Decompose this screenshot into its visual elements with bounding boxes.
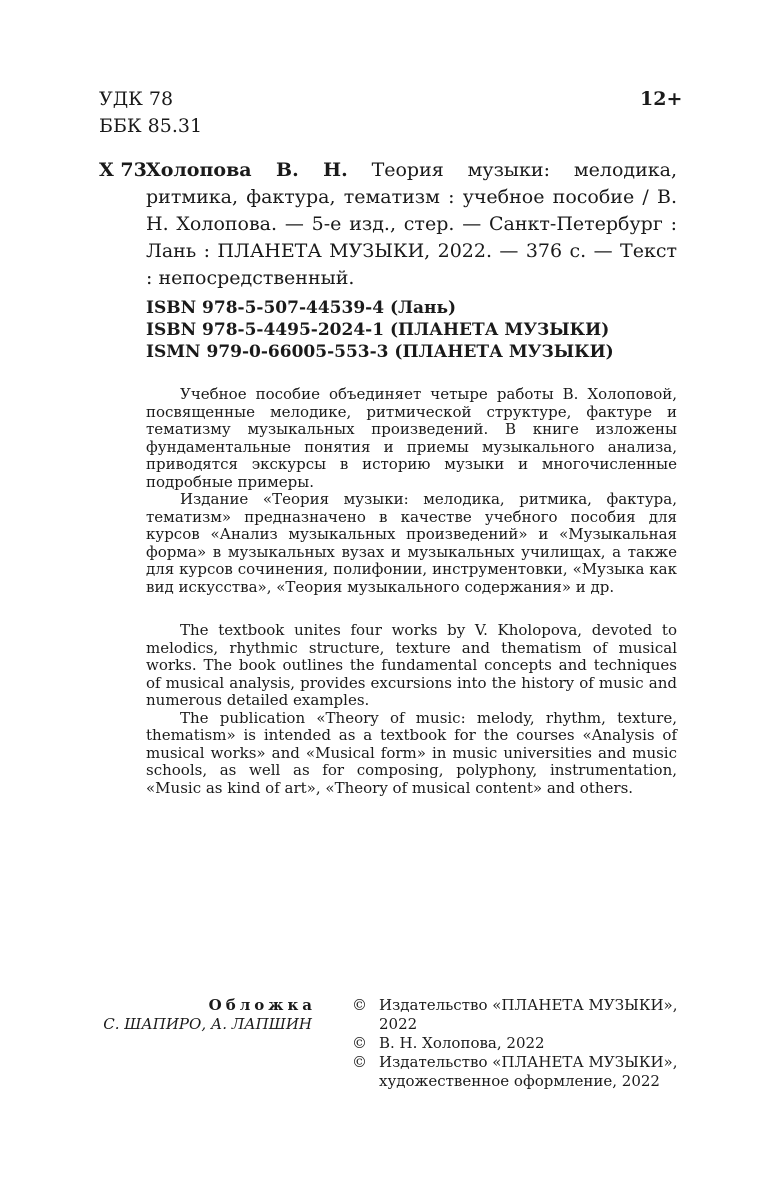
bibliographic-entry: [99, 157, 677, 292]
copyright-line: [352, 996, 682, 1034]
entry-description: Теория музыки: мелодика, ритмика, фактура, тематизм : учебное пособие / В. Н. Холопова. — 5-е изд., стер. — Санкт-Петербург : Лань : ПЛАНЕТА МУЗЫКИ, 2022. — 376 с. — Текст : непосредственный.: [146, 159, 677, 289]
annotation-en-paragraph-1: The textbook unites four works by V. Kholopova, devoted to melodics, rhythmic structure, texture and thematism of musical works. The book outlines the fundamental concepts and techniques of musical analysis, provides excursions into the history of music and numerous detailed examples.: [146, 621, 677, 709]
copyright-block: [352, 996, 682, 1091]
copyright-text: Издательство «ПЛАНЕТА МУЗЫКИ», художественное оформление, 2022: [379, 1053, 678, 1090]
ismn-planeta: ISMN 979-0-66005-553-3 (ПЛАНЕТА МУЗЫКИ): [146, 342, 614, 362]
author-mark: Х 73: [99, 159, 147, 181]
copyright-icon: ©: [352, 1053, 367, 1071]
copyright-icon: ©: [352, 996, 367, 1014]
annotation-ru-paragraph-1: Учебное пособие объединяет четыре работы В. Холоповой, посвященные мелодике, ритмической структуре, фактуре и тематизму музыкальных произведений. В книге изложены фундаментальные понятия и приемы музыкального анализа, приводятся экскурсы в историю музыки и многочисленные подробные примеры.: [146, 385, 677, 491]
cover-designers: С. ШАПИРО, А. ЛАПШИН: [103, 1015, 312, 1033]
isbn-lan: ISBN 978-5-507-44539-4 (Лань): [146, 298, 457, 318]
entry-author: Холопова В. Н.: [146, 159, 348, 181]
annotation-ru-paragraph-2: Издание «Теория музыки: мелодика, ритмика, фактура, тематизм» предназначено в качестве учебного пособия для курсов «Анализ музыкальных произведений» и «Музыкальная форма» в музыкальных вузах и музыкальных училищах, а также для курсов сочинения, полифонии, инструментовки, «Музыка как вид искусства», «Теория музыкального содержания» и др.: [146, 490, 677, 596]
annotation-english: [146, 622, 677, 797]
isbn-block: [146, 297, 614, 363]
annotation-en-paragraph-2: The publication «Theory of music: melody, rhythm, texture, thematism» is intended as a textbook for the courses «Analysis of musical works» and «Musical form» in music universities and music schools, as well as for composing, polyphony, instrumentation, «Music as kind of art», «Theory of musical content» and others.: [146, 708, 677, 797]
udk-code: УДК 78: [99, 88, 174, 110]
cover-label: Обложка: [208, 996, 316, 1014]
bbk-code: ББК 85.31: [99, 115, 203, 137]
copyright-line: [352, 1053, 682, 1091]
entry-text: [146, 157, 677, 292]
cover-credits: [100, 996, 316, 1034]
age-rating: 12+: [640, 88, 683, 110]
copyright-text: В. Н. Холопова, 2022: [379, 1034, 545, 1052]
classification-block: [99, 86, 202, 140]
copyright-text: Издательство «ПЛАНЕТА МУЗЫКИ», 2022: [379, 996, 678, 1033]
isbn-planeta: ISBN 978-5-4495-2024-1 (ПЛАНЕТА МУЗЫКИ): [146, 320, 610, 340]
copyright-icon: ©: [352, 1034, 367, 1052]
copyright-line: [352, 1034, 682, 1053]
annotation-russian: [146, 386, 677, 596]
